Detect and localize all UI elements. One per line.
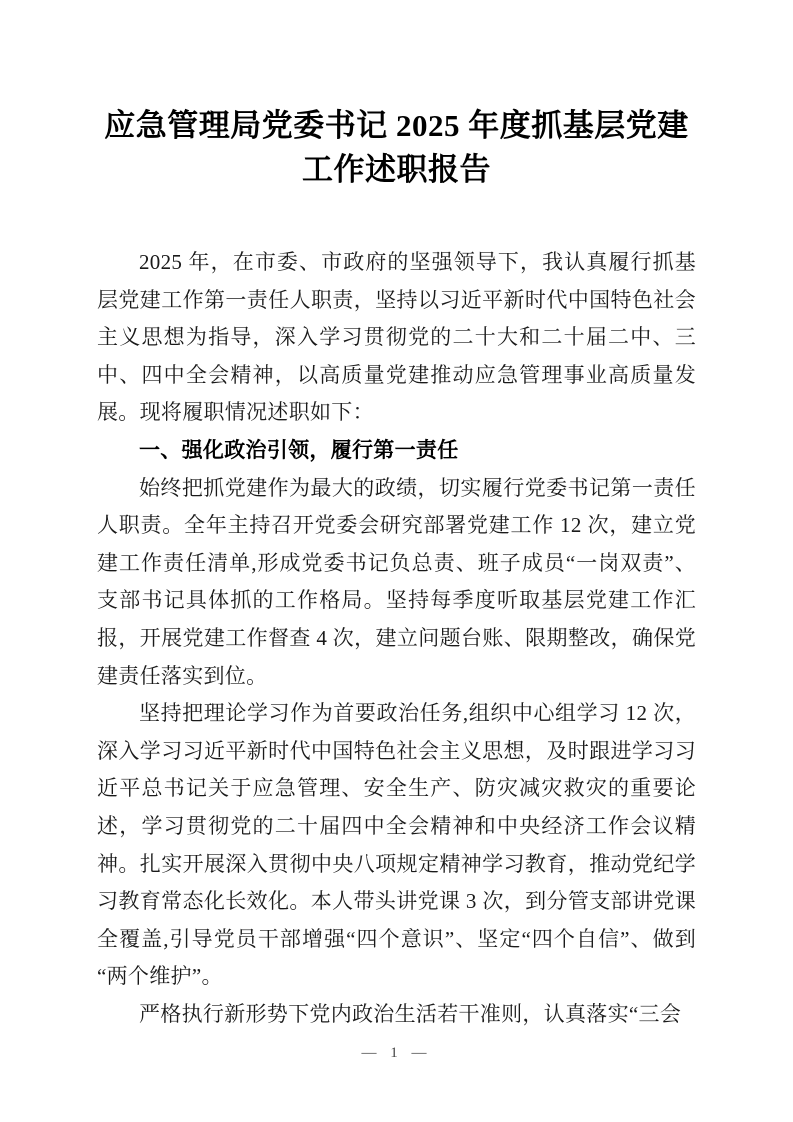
page-number: — 1 — (361, 1045, 432, 1061)
document-title: 应急管理局党委书记 2025 年度抓基层党建工作述职报告 (104, 108, 689, 187)
paragraph-responsibility: 始终把抓党建作为最大的政绩，切实履行党委书记第一责任人职责。全年主持召开党委会研究部署党建工作 12 次，建立党建工作责任清单,形成党委书记负总责、班子成员“一岗双责”、支部书记具体抓的工作格局。坚持每季度听取基层党建工作汇报，开展党建工作督查 4 次，建立问题台账、限期整改，确保党建责任落实到位。 (97, 475, 696, 688)
paragraph-political-life-truncated: 严格执行新形势下党内政治生活若干准则，认真落实“三会 (139, 1001, 682, 1026)
document-body (0, 244, 793, 1033)
section-heading-1: 一、强化政治引领，履行第一责任 (139, 438, 459, 462)
paragraph-theory-study: 坚持把理论学习作为首要政治任务,组织中心组学习 12 次，深入学习习近平新时代中国特色社会主义思想，及时跟进学习习近平总书记关于应急管理、安全生产、防灾减灾救灾的重要论述，学习贯彻党的二十届四中全会精神和中央经济工作会议精神。扎实开展深入贯彻中央八项规定精神学习教育，推动党纪学习教育常态化长效化。本人带头讲党课 3 次，到分管支部讲党课全覆盖,引导党员干部增强“四个意识”、坚定“四个自信”、做到“两个维护”。 (97, 701, 696, 989)
paragraph-intro: 2025 年，在市委、市政府的坚强领导下，我认真履行抓基层党建工作第一责任人职责，坚持以习近平新时代中国特色社会主义思想为指导，深入学习贯彻党的二十大和二十届二中、三中、四中全会精神，以高质量党建推动应急管理事业高质量发展。现将履职情况述职如下： (97, 250, 696, 425)
